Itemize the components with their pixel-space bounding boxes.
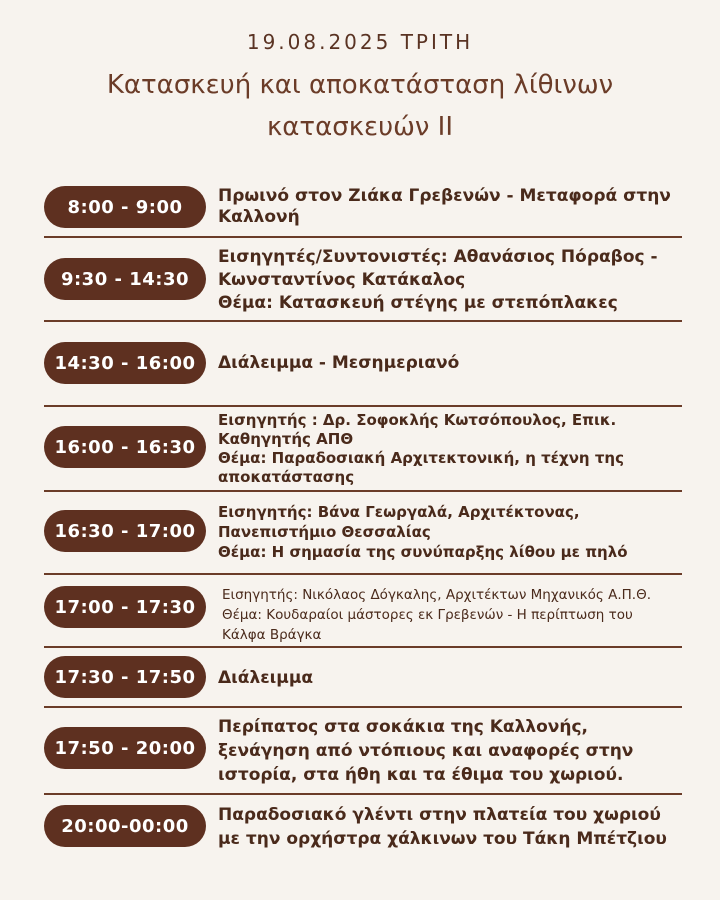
entry-line: Περίπατος στα σοκάκια της Καλλονής, (218, 717, 589, 737)
divider (44, 236, 682, 238)
entry-line: Καθηγητής ΑΠΘ (218, 430, 354, 448)
schedule-entry-text (218, 502, 708, 562)
event-title (0, 64, 720, 148)
entry-line: Καλλονή (218, 207, 300, 227)
entry-line: Κάλφα Βράγκα (222, 627, 322, 643)
entry-line: αποκατάστασης (218, 468, 355, 486)
event-date: 19.08.2025 ΤΡΙΤΗ (246, 30, 474, 54)
entry-line: με την ορχήστρα χάλκινων του Τάκη Μπέτζιου (218, 829, 667, 849)
schedule-entry-text (218, 411, 708, 487)
entry-line: ιστορία, στα ήθη και τα έθιμα του χωριού. (218, 765, 624, 785)
entry-line: Εισηγητής: Νικόλαος Δόγκαλης, Αρχιτέκτων Μηχανικός Α.Π.Θ. (222, 587, 651, 603)
divider (44, 405, 682, 407)
schedule-entry-text (218, 246, 708, 315)
schedule-entry-text (218, 186, 708, 228)
entry-line: ξενάγηση από ντόπιους και αναφορές στην (218, 741, 634, 761)
schedule-entry-text (222, 585, 712, 645)
time-badge: 20:00-00:00 (44, 805, 206, 847)
entry-line: Παραδοσιακό γλέντι στην πλατεία του χωριού (218, 805, 661, 825)
schedule-entry-text (218, 803, 708, 851)
time-badge: 8:00 - 9:00 (44, 186, 206, 228)
schedule-entry-text (218, 715, 708, 787)
divider (44, 706, 682, 708)
schedule-entry-text (218, 352, 708, 374)
entry-line: Πανεπιστήμιο Θεσσαλίας (218, 523, 431, 541)
divider (44, 573, 682, 575)
time-badge: 17:00 - 17:30 (44, 586, 206, 628)
time-badge: 17:50 - 20:00 (44, 727, 206, 769)
time-badge: 14:30 - 16:00 (44, 342, 206, 384)
entry-line: Θέμα: Παραδοσιακή Αρχιτεκτονική, η τέχνη της (218, 449, 624, 467)
entry-line: Διάλειμμα (218, 668, 314, 688)
event-title-line-1: Κατασκευή και αποκατάσταση λίθινων (106, 70, 614, 100)
time-badge: 16:30 - 17:00 (44, 510, 206, 552)
time-badge: 16:00 - 16:30 (44, 426, 206, 468)
entry-line: Κωνσταντίνος Κατάκαλος (218, 270, 466, 290)
entry-line: Εισηγητής: Βάνα Γεωργαλά, Αρχιτέκτονας, (218, 503, 580, 521)
schedule-entry-text (218, 667, 708, 689)
divider (44, 646, 682, 648)
time-badge: 17:30 - 17:50 (44, 656, 206, 698)
divider (44, 320, 682, 322)
event-title-line-2: κατασκευών ΙΙ (266, 112, 454, 142)
entry-line: Διάλειμμα - Μεσημεριανό (218, 353, 460, 373)
entry-line: Πρωινό στον Ζιάκα Γρεβενών - Μεταφορά στην (218, 186, 671, 206)
entry-line: Θέμα: Η σημασία της συνύπαρξης λίθου με πηλό (218, 543, 628, 561)
time-badge: 9:30 - 14:30 (44, 258, 206, 300)
entry-line: Εισηγητές/Συντονιστές: Αθανάσιος Πόραβος - (218, 247, 658, 267)
entry-line: Θέμα: Κουδαραίοι μάστορες εκ Γρεβενών - Η περίπτωση του (222, 607, 633, 623)
divider (44, 793, 682, 795)
entry-line: Θέμα: Κατασκευή στέγης με στεπόπλακες (218, 293, 618, 313)
divider (44, 490, 682, 492)
entry-line: Εισηγητής : Δρ. Σοφοκλής Κωτσόπουλος, Επικ. (218, 411, 617, 429)
